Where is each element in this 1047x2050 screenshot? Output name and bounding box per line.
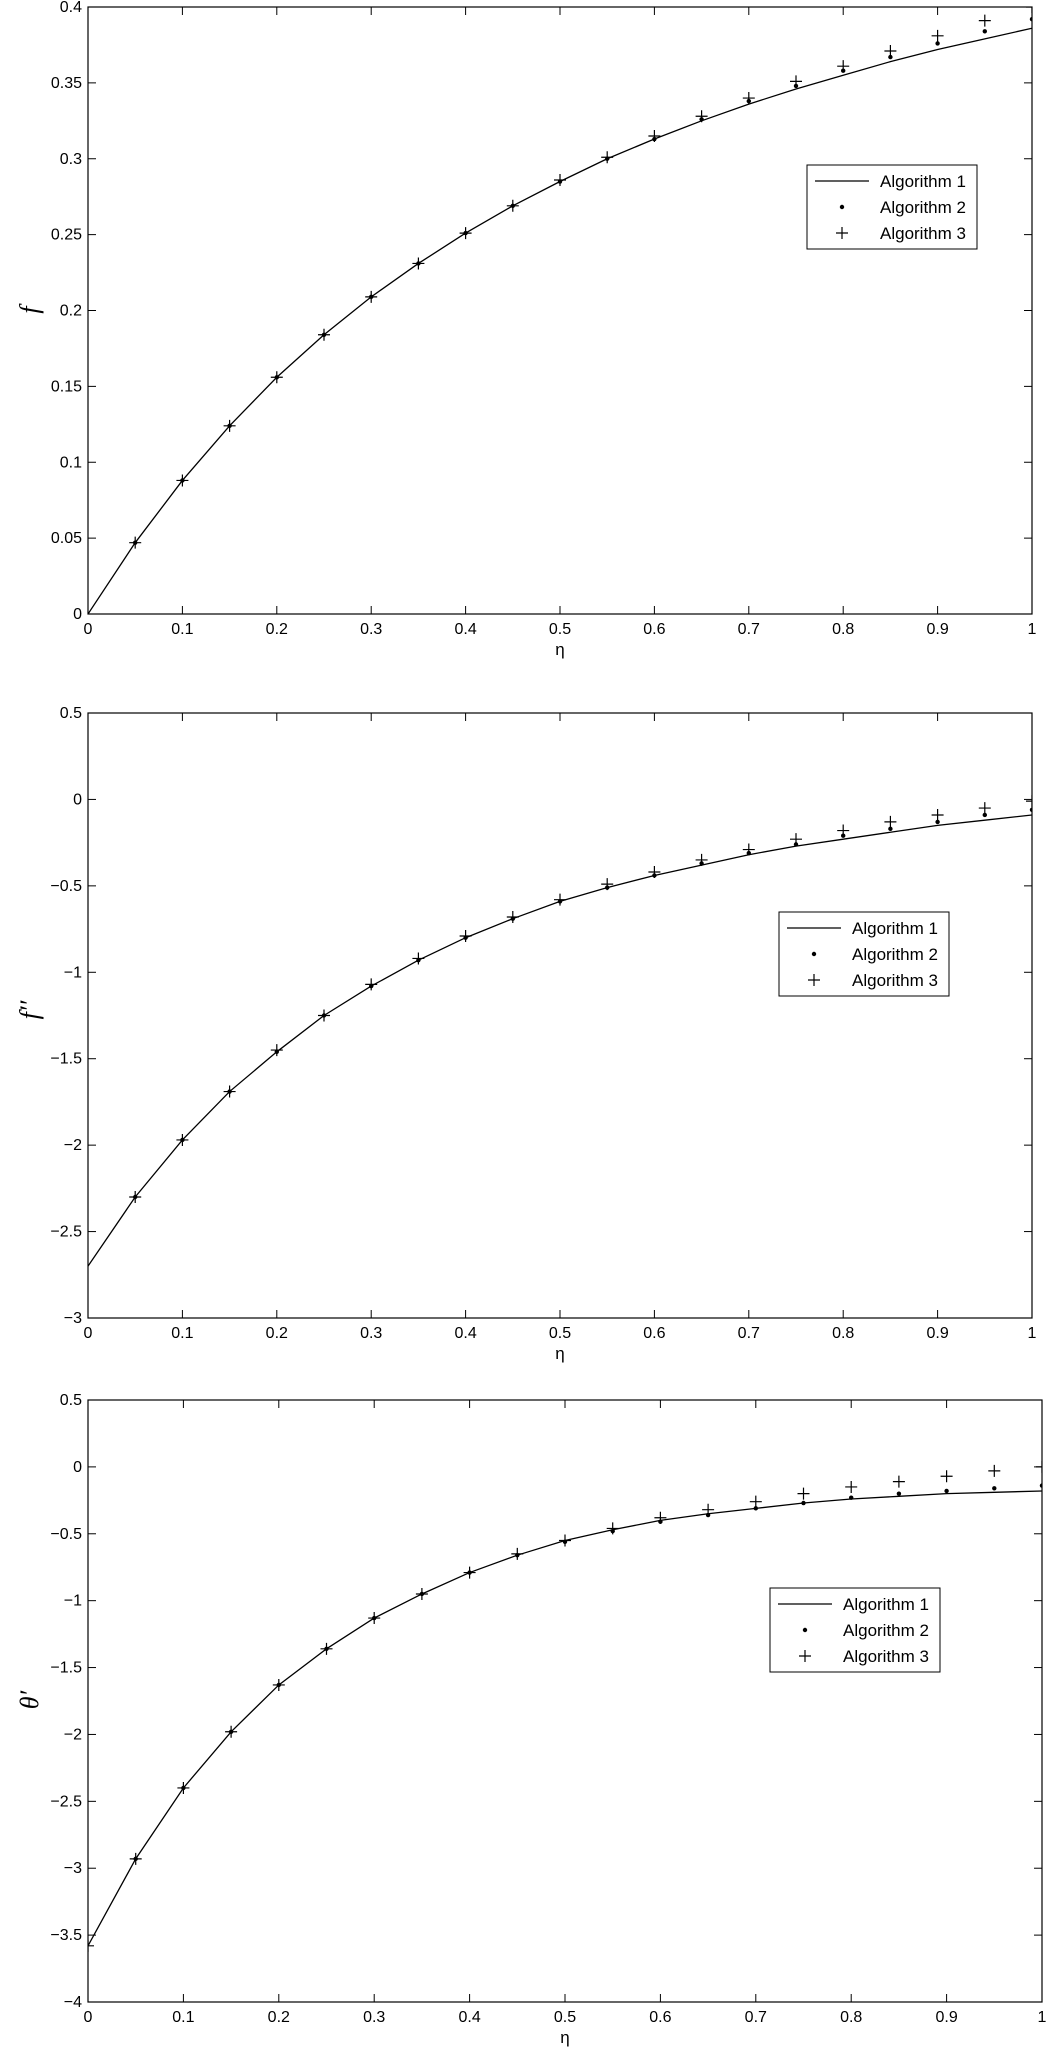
x-tick-label: 0.4 [458, 2009, 481, 2026]
series-point-plus [321, 1643, 333, 1655]
series-group [82, 1461, 1047, 1952]
series-point-plus [979, 15, 991, 27]
x-tick-label: 0.6 [643, 621, 666, 638]
plot-area-frame [88, 7, 1032, 614]
x-tick-label: 0.6 [649, 2009, 672, 2026]
y-tick-label: 0.2 [59, 302, 82, 320]
x-tick-label: 0.3 [360, 1325, 383, 1342]
x-tick-label: 1 [1037, 2009, 1047, 2026]
series-point-plus [884, 816, 896, 828]
x-tick-label: 0.8 [832, 621, 855, 638]
x-tick-label: 0.5 [548, 1325, 572, 1342]
series-point-plus [368, 1612, 380, 1624]
x-tick-label: 0.7 [737, 1325, 760, 1342]
y-tick-label: 0.5 [59, 1392, 82, 1409]
y-tick-label: −1.5 [50, 1659, 82, 1677]
y-tick-label: −2 [63, 1137, 82, 1155]
x-tick-label: 1 [1027, 621, 1037, 638]
series-point-plus [507, 911, 519, 923]
series-point-dot [935, 41, 939, 45]
series-point-plus [790, 75, 802, 87]
series-point-plus [130, 1853, 142, 1865]
legend [779, 912, 949, 996]
series-point-plus [932, 30, 944, 42]
legend-label: Algorithm 2 [880, 198, 966, 217]
y-tick-label: −1 [63, 1592, 82, 1610]
y-tick-label: 0.35 [50, 74, 82, 92]
legend-dot-marker [812, 952, 816, 956]
y-tick-label: −1.5 [50, 1050, 82, 1068]
series-point-plus [884, 45, 896, 57]
x-tick-label: 0.9 [926, 621, 949, 638]
series-point-plus [82, 1940, 94, 1952]
y-tick-label: −0.5 [50, 877, 82, 895]
series-point-plus [837, 825, 849, 837]
legend-label: Algorithm 3 [852, 971, 938, 990]
series-point-plus [1036, 1461, 1047, 1473]
series-point-dot [897, 1491, 901, 1495]
legend [807, 165, 977, 249]
series-point-dot [1040, 1483, 1044, 1487]
x-tick-label: 0 [83, 2009, 93, 2026]
series-point-plus [412, 257, 424, 269]
legend-label: Algorithm 1 [852, 919, 938, 938]
y-tick-label: 0.5 [59, 705, 82, 722]
series-point-plus [696, 110, 708, 122]
chart-panel-3 [15, 1392, 1047, 2047]
x-tick-label: 0.1 [171, 1325, 194, 1342]
x-tick-label: 0.2 [265, 1325, 288, 1342]
x-tick-label: 0.1 [172, 2009, 195, 2026]
plot-area-frame [88, 713, 1032, 1318]
series-point-plus [798, 1488, 810, 1500]
series-point-dot [849, 1495, 853, 1499]
legend-label: Algorithm 2 [843, 1621, 929, 1640]
x-tick-label: 0.2 [267, 2009, 290, 2026]
x-axis-label: η [560, 2028, 570, 2047]
series-point-plus [979, 802, 991, 814]
x-tick-label: 0.8 [832, 1325, 855, 1342]
series-point-plus [559, 1534, 571, 1546]
y-tick-label: 0 [73, 791, 82, 809]
y-tick-label: 0.1 [59, 454, 82, 472]
y-tick-label: −3 [63, 1860, 82, 1878]
series-line-1 [88, 815, 1032, 1266]
y-tick-label: −2 [63, 1726, 82, 1744]
legend-label: Algorithm 1 [880, 172, 966, 191]
series-point-plus [837, 60, 849, 72]
y-tick-label: −2.5 [50, 1793, 82, 1811]
series-point-dot [1030, 808, 1034, 812]
x-axis-label: η [555, 1344, 565, 1363]
legend-dot-marker [803, 1628, 807, 1632]
series-point-plus [416, 1588, 428, 1600]
series-point-dot [1030, 17, 1034, 21]
x-tick-label: 0.7 [737, 621, 760, 638]
series-point-plus [750, 1496, 762, 1508]
x-tick-label: 0.4 [454, 1325, 477, 1342]
y-axis-label: θ′ [15, 1690, 44, 1710]
series-group [88, 795, 1038, 1266]
chart-panel-2 [15, 705, 1038, 1363]
x-tick-label: 0 [83, 1325, 93, 1342]
y-tick-label: −3.5 [50, 1927, 82, 1945]
x-tick-label: 0.3 [363, 2009, 386, 2026]
x-tick-label: 0.8 [840, 2009, 863, 2026]
series-point-plus [271, 1044, 283, 1056]
y-tick-label: 0.05 [50, 530, 82, 548]
series-point-plus [941, 1470, 953, 1482]
series-point-plus [893, 1476, 905, 1488]
x-tick-label: 0.6 [643, 1325, 666, 1342]
series-point-plus [1026, 1, 1038, 13]
legend-label: Algorithm 1 [843, 1595, 929, 1614]
y-axis-label: f′′ [15, 1000, 44, 1020]
series-point-plus [654, 1512, 666, 1524]
series-point-plus [554, 894, 566, 906]
series-point-plus [129, 537, 141, 549]
legend [770, 1588, 940, 1672]
x-tick-label: 0.5 [548, 621, 572, 638]
x-tick-label: 0.2 [265, 621, 288, 638]
series-point-plus [1026, 795, 1038, 807]
series-point-plus [507, 200, 519, 212]
x-tick-label: 0.7 [744, 2009, 767, 2026]
series-line-1 [88, 28, 1032, 614]
y-axis-label: f [15, 306, 44, 314]
series-point-dot [992, 1486, 996, 1490]
plot-area-frame [88, 1400, 1042, 2002]
series-point-plus [460, 227, 472, 239]
series-point-plus [932, 809, 944, 821]
y-tick-label: 0 [73, 1458, 82, 1476]
x-tick-label: 0 [83, 621, 93, 638]
legend-dot-marker [840, 205, 844, 209]
y-tick-label: −1 [63, 964, 82, 982]
legend-label: Algorithm 3 [843, 1647, 929, 1666]
x-axis-label: η [555, 640, 565, 659]
x-tick-label: 0.9 [935, 2009, 958, 2026]
y-tick-label: 0.15 [50, 378, 82, 396]
y-tick-label: −0.5 [50, 1525, 82, 1543]
series-point-plus [790, 833, 802, 845]
series-point-dot [801, 1501, 805, 1505]
x-tick-label: 0.4 [454, 621, 477, 638]
y-tick-label: −2.5 [50, 1223, 82, 1241]
series-point-plus [464, 1567, 476, 1579]
legend-label: Algorithm 3 [880, 224, 966, 243]
x-tick-label: 0.9 [926, 1325, 949, 1342]
y-tick-label: 0 [73, 606, 82, 623]
series-group [88, 1, 1038, 614]
series-point-plus [318, 1010, 330, 1022]
x-tick-label: 0.3 [360, 621, 383, 638]
series-point-plus [988, 1465, 1000, 1477]
legend-label: Algorithm 2 [852, 945, 938, 964]
y-tick-label: 0.3 [59, 150, 82, 168]
x-tick-label: 1 [1027, 1325, 1037, 1342]
series-point-plus [607, 1522, 619, 1534]
chart-panel-1 [15, 0, 1038, 659]
series-point-plus [511, 1548, 523, 1560]
series-point-dot [944, 1489, 948, 1493]
series-point-dot [983, 29, 987, 33]
y-tick-label: −4 [63, 1994, 82, 2011]
x-tick-label: 0.5 [553, 2009, 577, 2026]
y-tick-label: 0.25 [50, 226, 82, 244]
series-point-plus [845, 1481, 857, 1493]
y-tick-label: −3 [63, 1310, 82, 1327]
series-line-1 [88, 1491, 1042, 1946]
x-tick-label: 0.1 [171, 621, 194, 638]
y-tick-label: 0.4 [59, 0, 82, 16]
